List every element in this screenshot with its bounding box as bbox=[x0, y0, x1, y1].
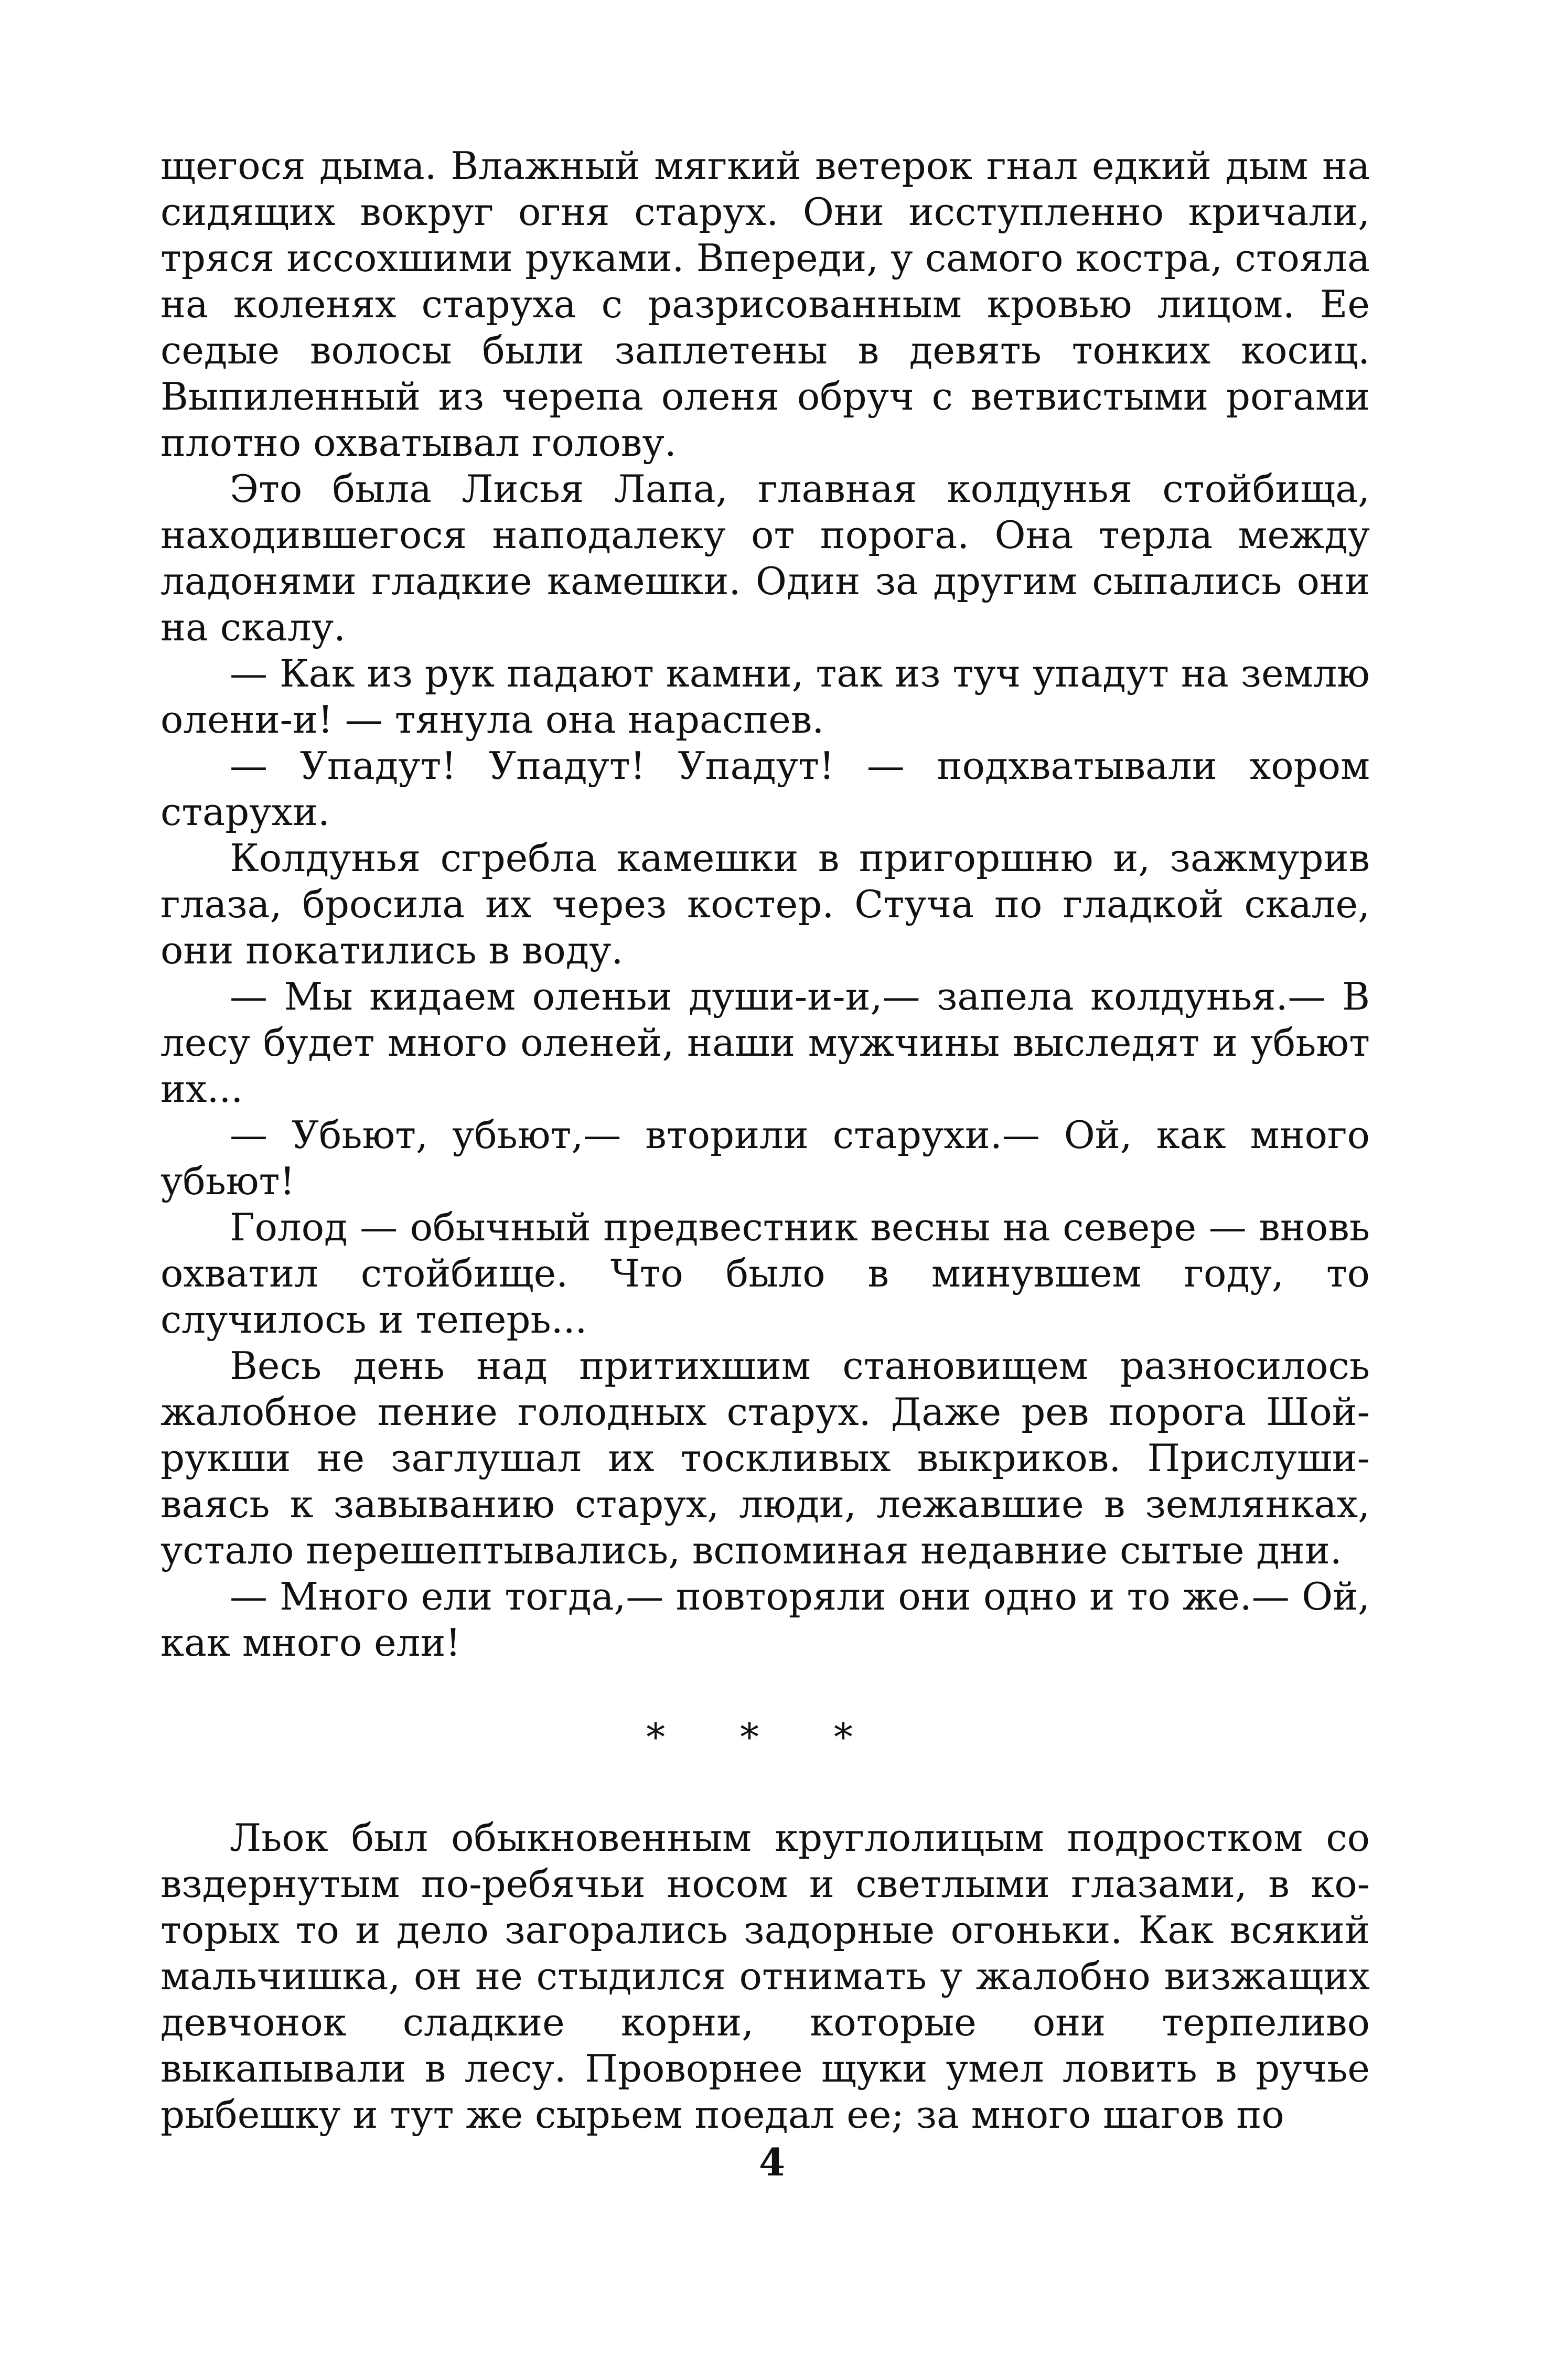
paragraph: — Много ели тогда,— повторяли они одно и то же.— Ой, как много ели! bbox=[160, 1574, 1370, 1665]
paragraph: — Упадут! Упадут! Упадут! — подхватывали хором старухи. bbox=[160, 744, 1370, 834]
main-text bbox=[160, 143, 1370, 1666]
page-number: 4 bbox=[758, 2140, 786, 2184]
paragraph: Весь день над притихшим становищем разносилось жалобное пение голодных старух. Даже рев порога Шойрукши не заглушал их тоскливых выкриков. Прислушиваясь к завыванию старух, люди, лежавшие в землянках, устало перешептывались, вспоминая недавние сытые дни. bbox=[160, 1344, 1370, 1572]
main-text-continued bbox=[160, 1815, 1370, 2138]
paragraph: Голод — обычный предвестник весны на севере — вновь охватил стойбище. Что было в минувшем году, то случилось и теперь... bbox=[160, 1205, 1370, 1342]
paragraph: Это была Лисья Лапа, главная колдунья стойбища, находившегося наподалеку от порога. Она терла между ладонями гладкие камешки. Один за другим сыпались они на скалу. bbox=[160, 467, 1370, 649]
section-separator: * * * bbox=[646, 1715, 884, 1759]
paragraph: — Мы кидаем оленьи души-и-и,— запела колдунья.— В лесу будет много оленей, наши мужчины выследят и убьют их... bbox=[160, 974, 1370, 1111]
paragraph: Колдунья сгребла камешки в пригоршню и, зажмурив глаза, бросила их через костер. Стуча по гладкой скале, они покатились в воду. bbox=[160, 836, 1370, 972]
paragraph: — Как из рук падают камни, так из туч упадут на землю олени-и! — тянула она нараспев. bbox=[160, 651, 1370, 742]
paragraph: Льок был обыкновенным круглолицым подростком со вздернутым по-ребячьи носом и светлыми глазами, в которых то и дело загорались задорные огоньки. Как всякий мальчишка, он не стыдился отнимать у жалобно визжащих девчонок сладкие корни, которые они терпеливо выкапывали в лесу. Проворнее щуки умел ловить в ручье рыбешку и тут же сырьем поедал ее; за много шагов по bbox=[160, 1816, 1370, 2137]
paragraph: щегося дыма. Влажный мягкий ветерок гнал едкий дым на сидящих вокруг огня старух. Они исступленно кричали, тряся иссохшими руками. Впереди, у самого костра, стояла на коленях старуха с разрисованным кровью лицом. Ее седые волосы были заплетены в девять тонких косиц. Выпиленный из черепа оленя обруч с ветвистыми рогами плотно охватывал голову. bbox=[160, 144, 1370, 465]
paragraph: — Убьют, убьют,— вторили старухи.— Ой, как много убьют! bbox=[160, 1113, 1370, 1203]
